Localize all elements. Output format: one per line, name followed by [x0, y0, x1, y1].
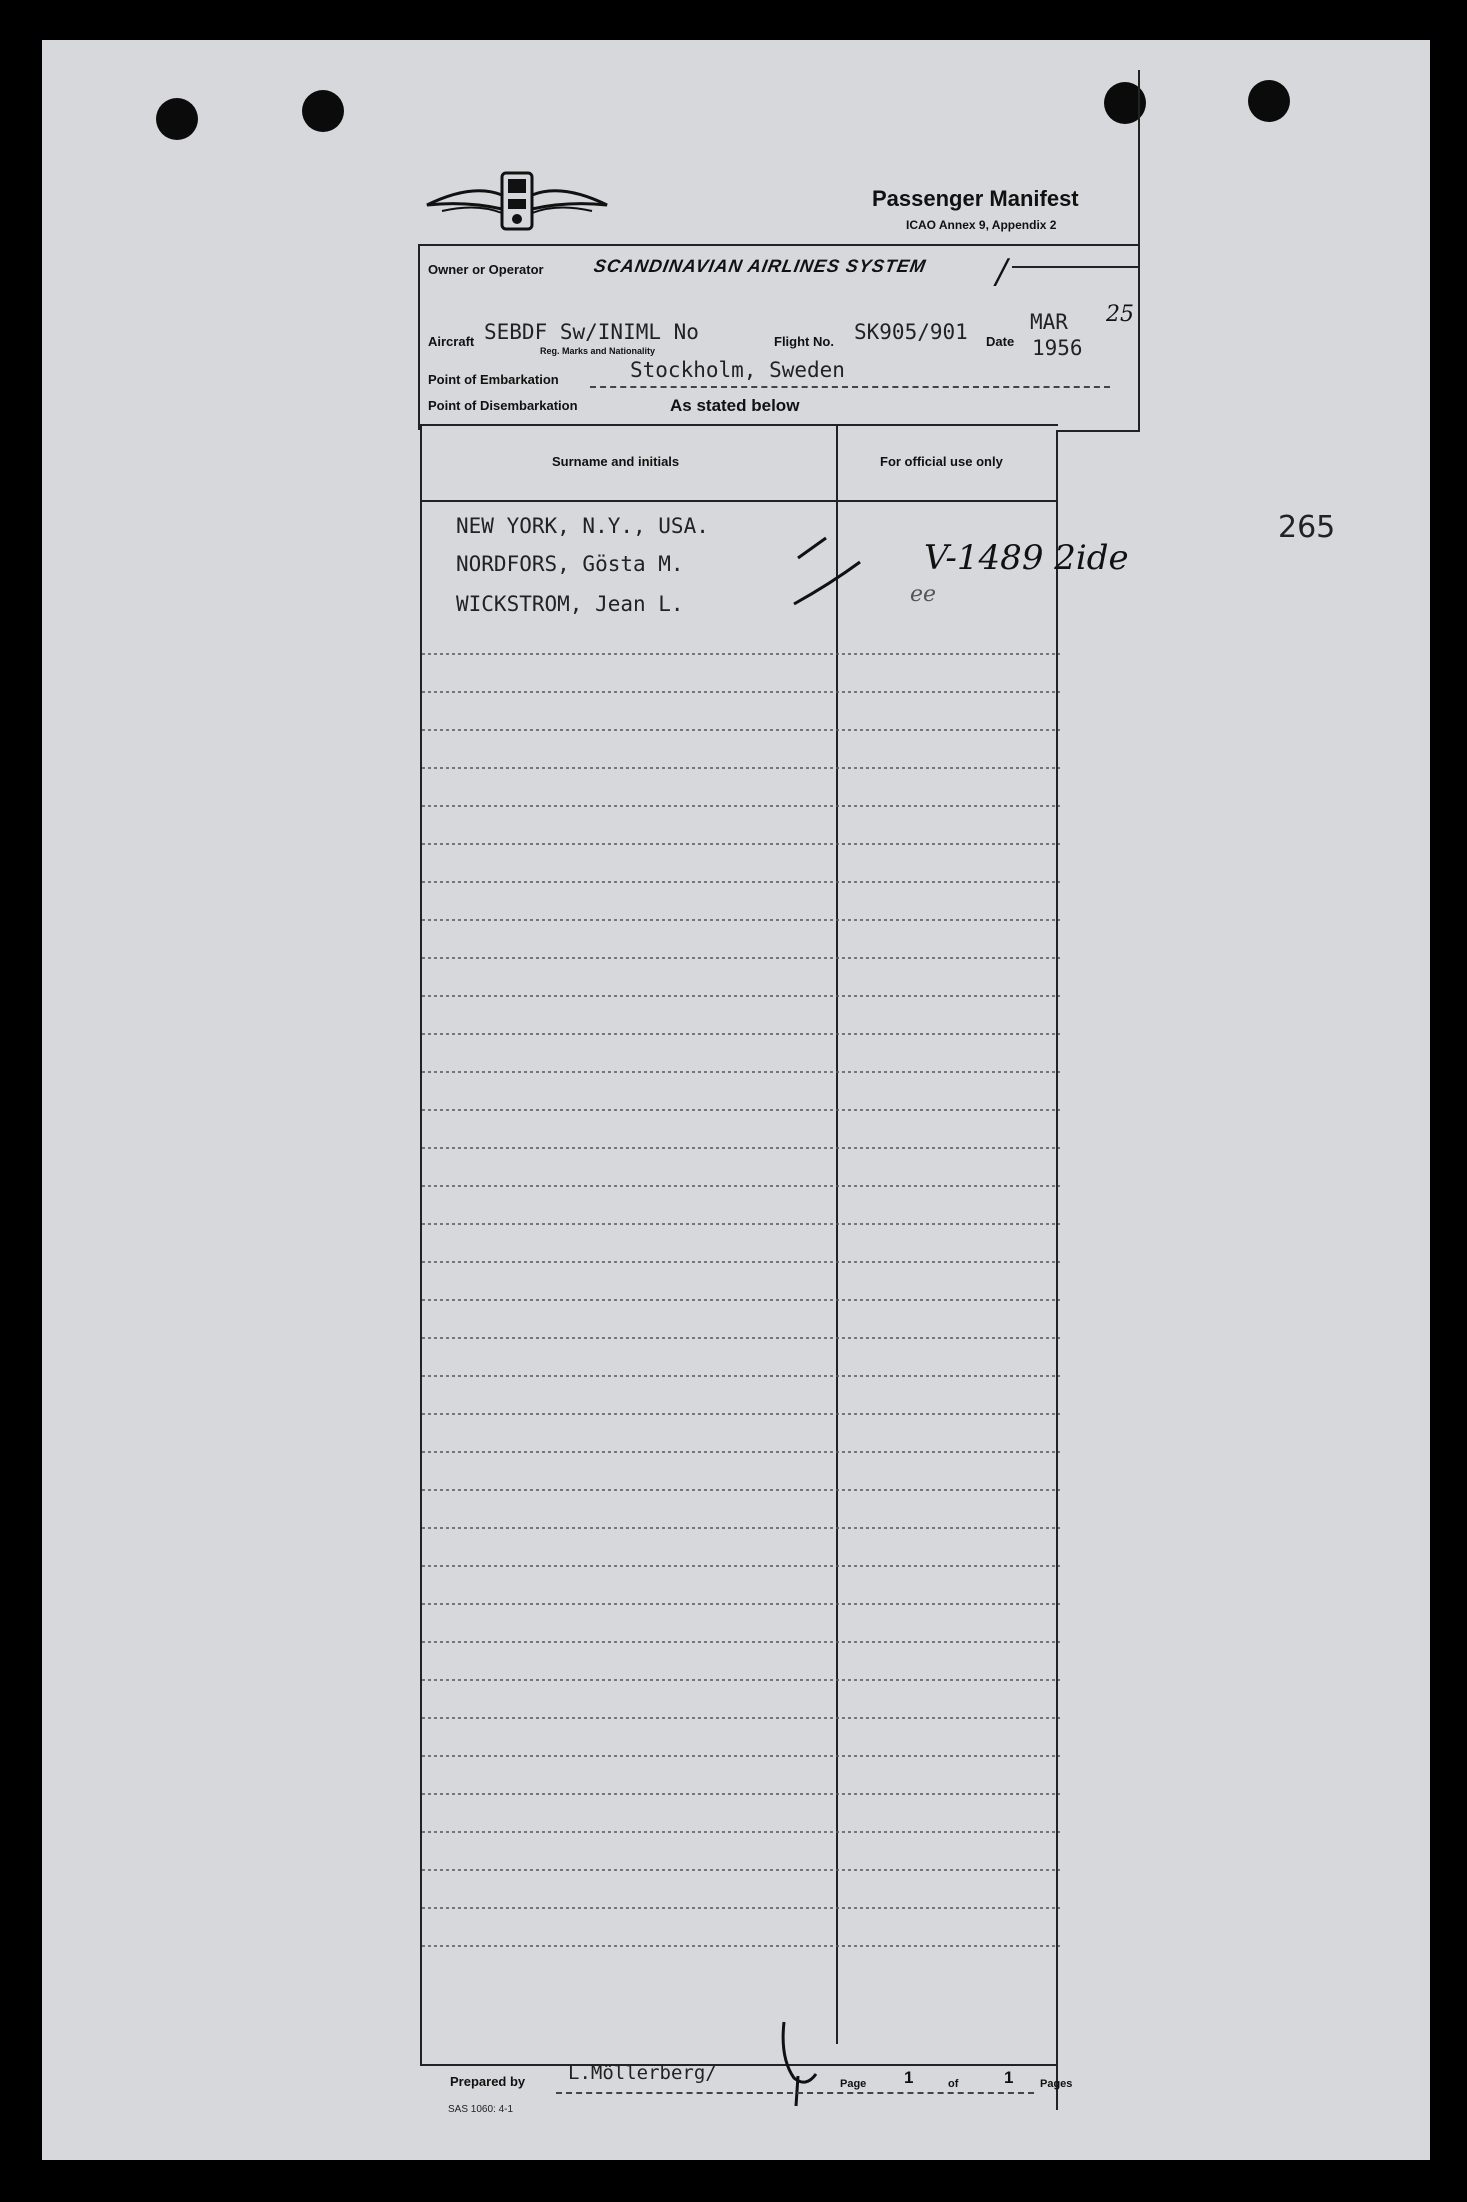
date-month: MAR: [1030, 310, 1068, 334]
handwritten-mark: /: [996, 252, 1008, 292]
embarkation-label: Point of Embarkation: [428, 372, 559, 387]
column-header-surname: Surname and initials: [552, 454, 680, 469]
divider: [420, 2064, 1056, 2066]
owner-label: Owner or Operator: [428, 262, 544, 277]
column-header-official: For official use only: [880, 454, 1003, 469]
flight-value: SK905/901: [854, 320, 968, 344]
page-label: Page: [840, 2078, 867, 2090]
pages-value: 1: [1004, 2068, 1014, 2087]
ruled-lines: [420, 500, 1120, 2050]
divider: [590, 386, 1110, 388]
embarkation-value: Stockholm, Sweden: [630, 358, 845, 382]
divider: [1138, 70, 1140, 430]
date-year: 1956: [1032, 336, 1083, 360]
divider: [418, 424, 1058, 426]
divider: [1012, 266, 1138, 268]
airline-logo: [422, 165, 612, 237]
form-title: Passenger Manifest: [872, 186, 1079, 211]
divider: [418, 244, 1140, 246]
official-initials: ee: [910, 582, 937, 607]
form-code: SAS 1060: 4-1: [448, 2104, 514, 2115]
entry-passenger: NORDFORS, Gösta M.: [456, 552, 684, 576]
pages-label: Pages: [1040, 2078, 1073, 2090]
disembarkation-value: As stated below: [670, 396, 800, 415]
official-note: V-1489 2ide: [924, 538, 1129, 578]
date-label: Date: [986, 334, 1015, 349]
punch-hole: [1248, 80, 1290, 122]
disembarkation-label: Point of Disembarkation: [428, 398, 578, 413]
aircraft-value: SEBDF Sw/INIML No: [484, 320, 699, 344]
divider: [556, 2092, 1034, 2094]
owner-value: SCANDINAVIAN AIRLINES SYSTEM: [592, 256, 928, 276]
date-day: 25: [1106, 302, 1134, 327]
punch-hole: [302, 90, 344, 132]
of-label: of: [948, 2078, 959, 2090]
prepared-by-value: L.Möllerberg/: [568, 2062, 717, 2084]
aircraft-label: Aircraft: [428, 334, 475, 349]
entry-destination: NEW YORK, N.Y., USA.: [456, 514, 709, 538]
divider: [418, 244, 420, 430]
flight-label: Flight No.: [774, 334, 834, 349]
entry-passenger: WICKSTROM, Jean L.: [456, 592, 684, 616]
signature: [776, 2018, 826, 2108]
punch-hole: [156, 98, 198, 140]
prepared-by-label: Prepared by: [450, 2074, 526, 2089]
page-number: 265: [1278, 510, 1336, 545]
aircraft-sublabel: Reg. Marks and Nationality: [540, 346, 656, 356]
page-value: 1: [904, 2068, 914, 2087]
divider: [1056, 430, 1140, 432]
form-subtitle: ICAO Annex 9, Appendix 2: [906, 218, 1057, 232]
check-marks: [790, 528, 870, 608]
